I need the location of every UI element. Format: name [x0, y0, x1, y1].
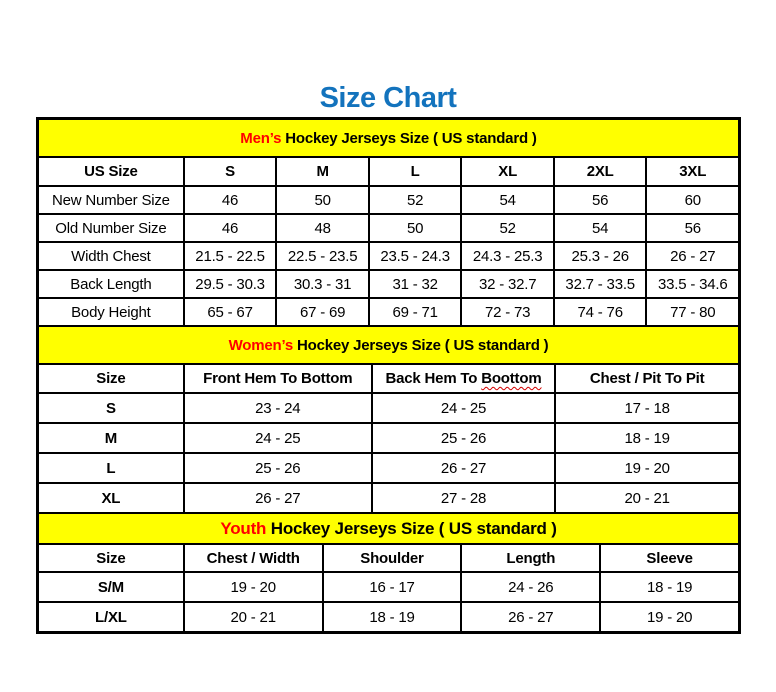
value-cell: 56	[646, 214, 739, 242]
value-cell: 19 - 20	[184, 572, 323, 602]
table-row	[38, 186, 739, 214]
table-row	[38, 298, 739, 326]
column-header-chest-width: Chest / Width	[184, 544, 323, 572]
youth-title-accent: Youth	[220, 518, 267, 538]
column-header-front-hem: Front Hem To Bottom	[184, 364, 372, 393]
womens-title-accent: Women’s	[228, 336, 294, 354]
row-label: M	[38, 423, 184, 453]
value-cell: 67 - 69	[276, 298, 369, 326]
value-cell: 27 - 28	[372, 483, 556, 513]
value-cell: 20 - 21	[184, 602, 323, 632]
row-label: Back Length	[38, 270, 184, 298]
column-header-shoulder: Shoulder	[323, 544, 462, 572]
value-cell: 26 - 27	[461, 602, 600, 632]
column-header-m: M	[276, 157, 369, 186]
value-cell: 46	[184, 186, 277, 214]
column-header-2xl: 2XL	[554, 157, 647, 186]
youth-column-header-row	[38, 544, 739, 572]
column-header-s: S	[184, 157, 277, 186]
mens-title-band-row	[38, 119, 739, 157]
column-header-size: Size	[38, 544, 184, 572]
youth-title-rest: Hockey Jerseys Size ( US standard )	[266, 518, 557, 538]
column-header-length: Length	[461, 544, 600, 572]
table-row	[38, 242, 739, 270]
value-cell: 69 - 71	[369, 298, 462, 326]
youth-title-band-row	[38, 513, 739, 544]
value-cell: 46	[184, 214, 277, 242]
column-header-us-size: US Size	[38, 157, 184, 186]
value-cell: 24 - 26	[461, 572, 600, 602]
value-cell: 33.5 - 34.6	[646, 270, 739, 298]
womens-table-title	[38, 326, 739, 364]
column-header-size: Size	[38, 364, 184, 393]
value-cell: 26 - 27	[372, 453, 556, 483]
mens-title-accent: Men’s	[240, 129, 282, 147]
value-cell: 50	[276, 186, 369, 214]
value-cell: 54	[554, 214, 647, 242]
table-row	[38, 602, 739, 632]
value-cell: 60	[646, 186, 739, 214]
value-cell: 30.3 - 31	[276, 270, 369, 298]
mens-title-rest: Hockey Jerseys Size ( US standard )	[281, 129, 537, 147]
value-cell: 31 - 32	[369, 270, 462, 298]
table-row	[38, 572, 739, 602]
value-cell: 25.3 - 26	[554, 242, 647, 270]
value-cell: 72 - 73	[461, 298, 554, 326]
value-cell: 26 - 27	[646, 242, 739, 270]
value-cell: 52	[369, 186, 462, 214]
value-cell: 18 - 19	[600, 572, 739, 602]
table-row	[38, 453, 739, 483]
row-label: Body Height	[38, 298, 184, 326]
mens-size-table	[37, 118, 740, 327]
row-label: L	[38, 453, 184, 483]
value-cell: 48	[276, 214, 369, 242]
value-cell: 74 - 76	[554, 298, 647, 326]
value-cell: 19 - 20	[555, 453, 739, 483]
value-cell: 23.5 - 24.3	[369, 242, 462, 270]
value-cell: 29.5 - 30.3	[184, 270, 277, 298]
value-cell: 18 - 19	[323, 602, 462, 632]
row-label: Old Number Size	[38, 214, 184, 242]
value-cell: 24.3 - 25.3	[461, 242, 554, 270]
column-header-sleeve: Sleeve	[600, 544, 739, 572]
value-cell: 17 - 18	[555, 393, 739, 423]
row-label: S	[38, 393, 184, 423]
value-cell: 24 - 25	[372, 393, 556, 423]
column-header-xl: XL	[461, 157, 554, 186]
value-cell: 24 - 25	[184, 423, 372, 453]
value-cell: 56	[554, 186, 647, 214]
value-cell: 21.5 - 22.5	[184, 242, 277, 270]
row-label: New Number Size	[38, 186, 184, 214]
value-cell: 50	[369, 214, 462, 242]
value-cell: 20 - 21	[555, 483, 739, 513]
value-cell: 26 - 27	[184, 483, 372, 513]
value-cell: 16 - 17	[323, 572, 462, 602]
table-row	[38, 423, 739, 453]
size-chart-block	[36, 117, 741, 634]
row-label: S/M	[38, 572, 184, 602]
table-row	[38, 483, 739, 513]
row-label: L/XL	[38, 602, 184, 632]
value-cell: 52	[461, 214, 554, 242]
value-cell: 32.7 - 33.5	[554, 270, 647, 298]
value-cell: 22.5 - 23.5	[276, 242, 369, 270]
table-row	[38, 270, 739, 298]
column-header-back-hem	[372, 364, 556, 393]
youth-table-title	[38, 513, 739, 544]
row-label: Width Chest	[38, 242, 184, 270]
womens-column-header-row	[38, 364, 739, 393]
value-cell: 77 - 80	[646, 298, 739, 326]
page-title: Size Chart	[319, 82, 457, 115]
mens-table-title	[38, 119, 739, 157]
womens-title-rest: Hockey Jerseys Size ( US standard )	[293, 336, 549, 354]
value-cell: 32 - 32.7	[461, 270, 554, 298]
table-row	[38, 393, 739, 423]
column-header-l: L	[369, 157, 462, 186]
misspelled-word: Boottom	[481, 370, 542, 387]
value-cell: 65 - 67	[184, 298, 277, 326]
value-cell: 18 - 19	[555, 423, 739, 453]
column-header-back-hem-text: Back Hem To	[385, 370, 482, 387]
column-header-chest-pit: Chest / Pit To Pit	[555, 364, 739, 393]
youth-size-table	[37, 512, 740, 633]
value-cell: 23 - 24	[184, 393, 372, 423]
value-cell: 25 - 26	[184, 453, 372, 483]
value-cell: 25 - 26	[372, 423, 556, 453]
table-row	[38, 214, 739, 242]
womens-size-table	[37, 325, 740, 514]
womens-title-band-row	[38, 326, 739, 364]
value-cell: 19 - 20	[600, 602, 739, 632]
row-label: XL	[38, 483, 184, 513]
column-header-3xl: 3XL	[646, 157, 739, 186]
value-cell: 54	[461, 186, 554, 214]
mens-column-header-row	[38, 157, 739, 186]
